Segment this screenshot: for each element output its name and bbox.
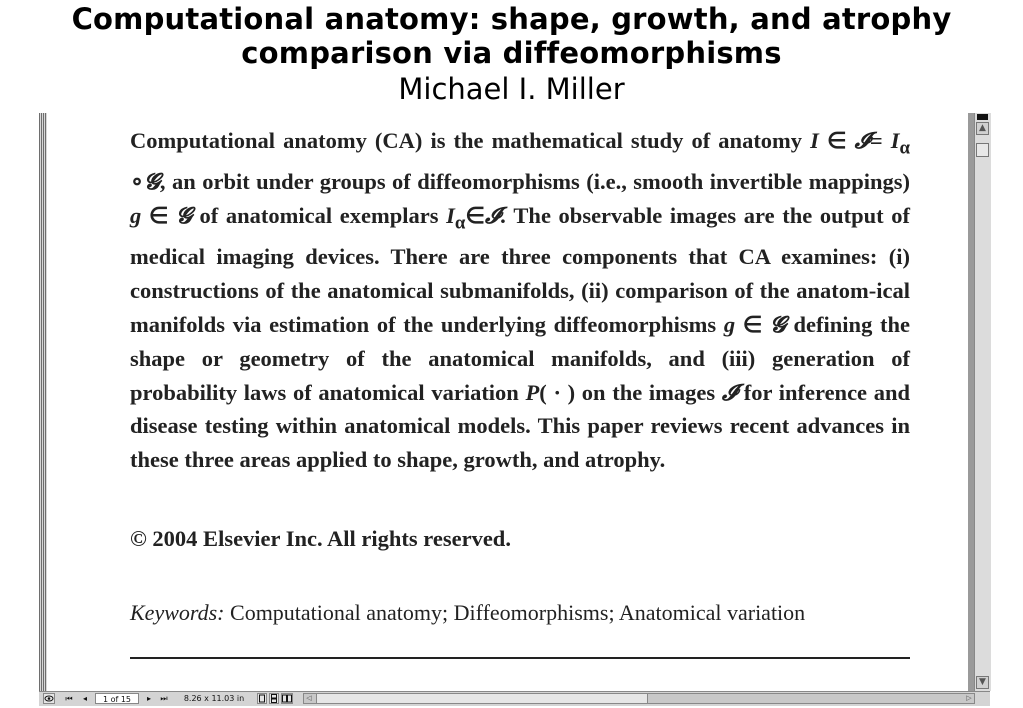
abstract-text: ∘ — [130, 169, 145, 195]
scroll-left-button[interactable]: ◁ — [306, 694, 312, 702]
abstract-text: defining the shape or geometry of the anatomical manifolds, and (iii) generation of probability laws of anatomical variation — [130, 311, 910, 405]
vertical-scrollbar[interactable] — [974, 113, 991, 691]
slide-title — [0, 2, 1023, 70]
math-subscript: α — [454, 212, 466, 234]
slide-author: Michael I. Miller — [398, 72, 625, 106]
next-page-button[interactable]: ▸ — [146, 694, 151, 703]
math-symbol: I — [446, 203, 455, 229]
abstract-text: ∈ — [465, 203, 485, 229]
single-page-icon[interactable] — [257, 693, 267, 704]
page-indicator[interactable]: 1 of 15 — [95, 693, 139, 704]
viewer-left-border — [39, 113, 47, 691]
abstract-text: ∈ — [735, 311, 771, 337]
horizontal-scrollbar[interactable] — [303, 693, 975, 704]
math-symbol: 𝓘 — [854, 128, 870, 153]
viewer-status-bar — [39, 691, 990, 706]
keywords-label: Keywords: — [130, 600, 225, 625]
prev-page-button[interactable]: ◂ — [82, 694, 87, 703]
keywords-text: Computational anatomy; Diffeomorphisms; Anatomical variation — [224, 600, 806, 625]
keywords-line — [130, 600, 920, 626]
scroll-thumb[interactable] — [976, 143, 989, 157]
math-subscript: α — [899, 137, 910, 159]
math-symbol: 𝓖 — [176, 203, 192, 229]
slide-title-line2: comparison via diffeomorphisms — [241, 36, 782, 70]
math-symbol: g — [130, 203, 142, 229]
abstract-text: for inference and disease testing within anatomical models. This paper reviews recent advances in these three areas applied to shape, growth, and atrophy. — [130, 379, 911, 473]
page-size-label: 8.26 x 11.03 in — [183, 694, 245, 703]
page-content — [130, 124, 910, 477]
abstract-text: , an orbit under groups of diffeomorphisms (i.e., smooth invertible mappings) — [159, 169, 910, 195]
split-handle[interactable] — [977, 114, 988, 120]
abstract-text: ( · ) on the images — [539, 379, 722, 405]
abstract-text: of anatomical exemplars — [191, 203, 447, 229]
math-symbol: 𝓘 — [721, 379, 738, 405]
abstract-text: = — [869, 128, 891, 153]
horizontal-rule — [130, 657, 910, 659]
first-page-button[interactable]: ⏮ — [65, 694, 73, 703]
scroll-up-button[interactable]: ▲ — [976, 122, 989, 135]
math-symbol: 𝓖 — [770, 311, 786, 337]
slide-title-line1: Computational anatomy: shape, growth, and atrophy — [71, 2, 952, 36]
abstract-text: ∈ — [818, 128, 855, 153]
last-page-button[interactable]: ⏭ — [160, 694, 168, 703]
math-symbol: 𝓖 — [144, 169, 160, 195]
copyright-notice: © 2004 Elsevier Inc. All rights reserved. — [130, 526, 511, 551]
math-symbol: P — [525, 379, 540, 405]
horizontal-scroll-thumb[interactable] — [316, 694, 648, 703]
scroll-right-button[interactable]: ▷ — [966, 694, 972, 702]
math-symbol: I — [810, 128, 819, 153]
math-symbol: g — [723, 311, 736, 337]
abstract-text: ∈ — [141, 203, 177, 229]
facing-page-icon[interactable] — [281, 693, 293, 704]
scroll-down-button[interactable]: ▼ — [976, 676, 989, 689]
continuous-page-icon[interactable] — [269, 693, 279, 704]
abstract-paragraph — [130, 124, 910, 477]
math-symbol: 𝓘 — [484, 203, 501, 229]
math-symbol: I — [890, 128, 900, 153]
abstract-text: Computational anatomy (CA) is the mathematical study of anatomy — [130, 128, 811, 153]
eye-icon[interactable] — [43, 693, 55, 704]
abstract-text: . The observable images are the output of medical imaging devices. There are three components that CA examines: (i) constructions of the anatomical submanifolds, (ii) comparison of the anatom-ical manifolds via estimation of the underlying diffeomorphisms — [130, 203, 910, 337]
